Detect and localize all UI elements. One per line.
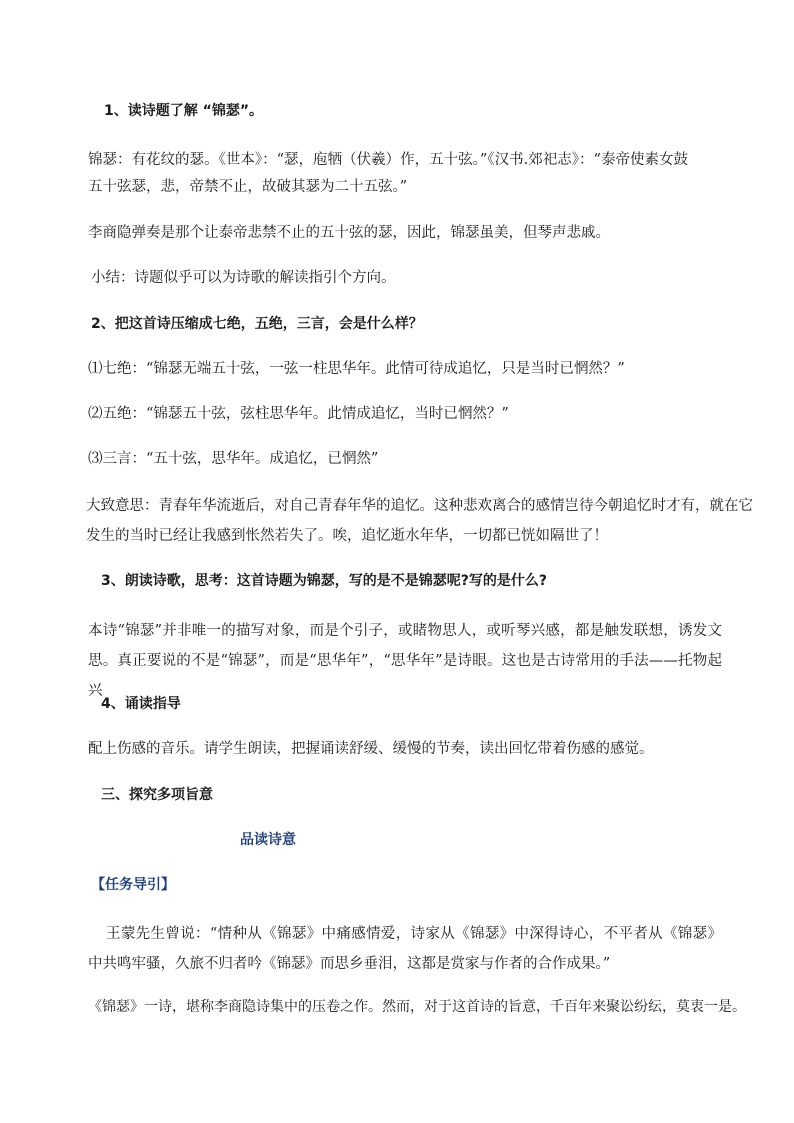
section-1-paragraph-1: 锦瑟：有花纹的瑟。《世本》：“瑟，庖牺（伏羲）作，五十弦。”《汉书.郊祀志》：“泰帝使素女鼓五十弦瑟，悲，帝禁不止，故破其瑟为二十五弦。”: [88, 152, 688, 195]
task-paragraph-1: 王蒙先生曾说：“情种从《锦瑟》中痛感情爱，诗家从《锦瑟》中深得诗心，不平者从《锦瑟》中共鸣牢骚，久旅不归者吟《锦瑟》而思乡垂泪，这都是赏家与作者的合作成果。”: [88, 926, 722, 972]
section-4-paragraph: 配上伤感的音乐。请学生朗读，把握诵读舒缓、缓慢的节奏，读出回忆带着伤感的感觉。: [88, 741, 654, 757]
section-3-paragraph: 本诗“锦瑟”并非唯一的描写对象，而是个引子，或睹物思人，或听琴兴感，都是触发联想，诱发文思。真正要说的不是“锦瑟”，而是“思华年”，“思华年”是诗眼。这也是古诗常用的手法——托物起兴: [88, 623, 722, 699]
section-1-heading: 1、读诗题了解 “锦瑟”。: [104, 103, 264, 119]
section-2-meaning-line-2: 发生的当时已经让我感到怅然若失了。唉，追忆逝水年华，一切都已恍如隔世了！: [86, 528, 608, 544]
section-2-item-2: ⑵五绝：“锦瑟五十弦，弦柱思华年。此情成追忆，当时已惘然？”: [88, 406, 509, 422]
part-3-subtitle: 品读诗意: [240, 832, 296, 848]
section-2-meaning-line-1: 大致意思：青春年华流逝后，对自己青春年华的追忆。这种悲欢离合的感情岂待今朝追忆时才有，就在它: [86, 498, 753, 514]
section-2-heading: 2、把这首诗压缩成七绝，五绝，三言，会是什么样？: [91, 316, 423, 332]
part-3-heading: 三、探究多项旨意: [101, 787, 213, 803]
section-1-paragraph-2: 李商隐弹奏是那个让泰帝悲禁不止的五十弦的瑟，因此，锦瑟虽美，但琴声悲戚。: [88, 225, 610, 241]
section-1-summary: 小结：诗题似乎可以为诗歌的解读指引个方向。: [91, 270, 396, 286]
section-2-item-1: ⑴七绝：“锦瑟无端五十弦，一弦一柱思华年。此情可待成追忆，只是当时已惘然？”: [88, 361, 625, 377]
task-label: 【任务导引】: [91, 877, 175, 893]
section-4-heading: 4、诵读指导: [101, 696, 181, 712]
section-2-item-3: ⑶三言：“五十弦，思华年。成追忆，已惘然”: [88, 451, 379, 467]
section-3-heading: 3、朗读诗歌，思考：这首诗题为锦瑟，写的是不是锦瑟呢?写的是什么?: [101, 573, 547, 589]
task-paragraph-2: 《锦瑟》一诗，堪称李商隐诗集中的压卷之作。然而，对于这首诗的旨意，千百年来聚讼纷纭，莫衷一是。: [88, 999, 746, 1015]
